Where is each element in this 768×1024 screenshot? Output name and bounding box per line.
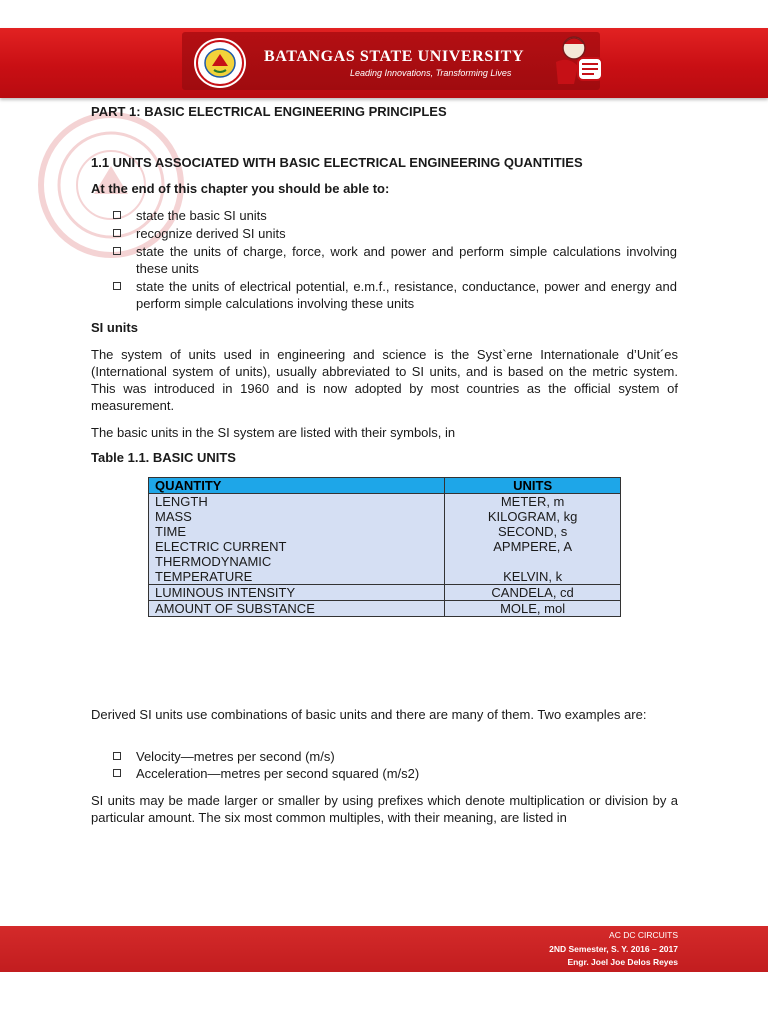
table-row	[149, 509, 621, 524]
basic-units-table	[148, 477, 621, 617]
checkbox-icon	[113, 769, 121, 777]
table-row	[149, 601, 621, 617]
units-cell: KILOGRAM, kg	[445, 509, 621, 524]
checkbox-icon	[113, 752, 121, 760]
footer-instructor: Engr. Joel Joe Delos Reyes	[567, 957, 678, 967]
table-header-row	[149, 478, 621, 494]
checkbox-icon	[113, 211, 121, 219]
units-cell: KELVIN, k	[445, 569, 621, 585]
quantity-cell: LUMINOUS INTENSITY	[149, 585, 445, 601]
section-title: 1.1 UNITS ASSOCIATED WITH BASIC ELECTRICAL ENGINEERING QUANTITIES	[91, 155, 583, 170]
university-seal-icon	[188, 36, 252, 90]
objectives-list	[113, 207, 677, 313]
units-cell	[445, 554, 621, 569]
column-header-quantity: QUANTITY	[149, 478, 445, 494]
units-cell: METER, m	[445, 494, 621, 510]
units-cell: SECOND, s	[445, 524, 621, 539]
si-units-paragraph: The system of units used in engineering and science is the Syst`erne Internationale d’Unit´es (International system of units), usually abbreviated to SI units, and is based on the metric system. This was introduced in 1960 and is now adopted by most countries as the official system of measurement.	[91, 347, 678, 413]
si-units-heading: SI units	[91, 320, 138, 335]
list-item: state the basic SI units	[113, 207, 677, 224]
quantity-cell: TIME	[149, 524, 445, 539]
checkbox-icon	[113, 247, 121, 255]
checkbox-icon	[113, 282, 121, 290]
quantity-cell: AMOUNT OF SUBSTANCE	[149, 601, 445, 617]
list-item: Acceleration—metres per second squared (m/s2)	[113, 765, 677, 782]
table-row	[149, 569, 621, 585]
footer-semester: 2ND Semester, S. Y. 2016 – 2017	[549, 944, 678, 954]
quantity-cell: THERMODYNAMIC	[149, 554, 445, 569]
table-row	[149, 554, 621, 569]
units-cell: APMPERE, A	[445, 539, 621, 554]
checkbox-icon	[113, 229, 121, 237]
column-header-units: UNITS	[445, 478, 621, 494]
objectives-heading: At the end of this chapter you should be able to:	[91, 181, 390, 196]
table-row	[149, 524, 621, 539]
table-row	[149, 494, 621, 510]
list-item: recognize derived SI units	[113, 225, 677, 242]
quantity-cell: TEMPERATURE	[149, 569, 445, 585]
basic-units-intro: The basic units in the SI system are listed with their symbols, in	[91, 425, 456, 440]
quantity-cell: MASS	[149, 509, 445, 524]
quantity-cell: ELECTRIC CURRENT	[149, 539, 445, 554]
derived-units-paragraph: Derived SI units use combinations of basic units and there are many of them. Two examples are:	[91, 707, 647, 722]
list-item: Velocity—metres per second (m/s)	[113, 748, 677, 765]
list-item: state the units of charge, force, work and power and perform simple calculations involving these units	[113, 243, 677, 277]
list-item: state the units of electrical potential, e.m.f., resistance, conductance, power and energy and perform simple calculations involving these units	[113, 278, 677, 312]
footer-course: AC DC CIRCUITS	[609, 930, 678, 940]
prefix-paragraph: SI units may be made larger or smaller by using prefixes which denote multiplication or division by a particular amount. The six most common multiples, with their meaning, are listed in	[91, 793, 678, 825]
table-row	[149, 585, 621, 601]
units-cell: CANDELA, cd	[445, 585, 621, 601]
derived-units-list	[113, 748, 677, 782]
part-title: PART 1: BASIC ELECTRICAL ENGINEERING PRINCIPLES	[91, 104, 447, 119]
university-name: BATANGAS STATE UNIVERSITY	[264, 48, 525, 65]
quantity-cell: LENGTH	[149, 494, 445, 510]
table-row	[149, 539, 621, 554]
units-cell: MOLE, mol	[445, 601, 621, 617]
university-tagline: Leading Innovations, Transforming Lives	[350, 68, 512, 78]
red-spartans-mascot-icon	[548, 32, 606, 90]
table-caption: Table 1.1. BASIC UNITS	[91, 450, 236, 465]
